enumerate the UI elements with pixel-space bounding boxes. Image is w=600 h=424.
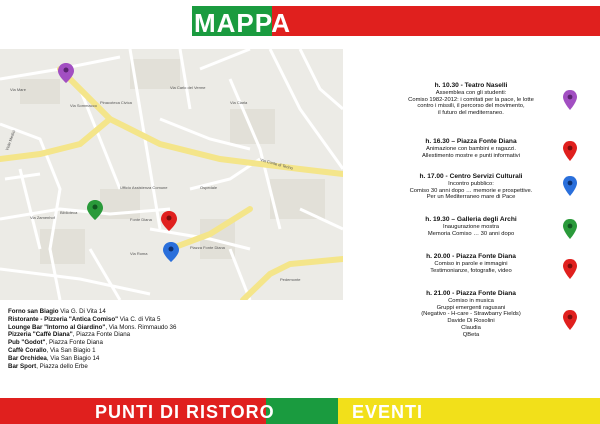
event-heading: h. 20.00 - Piazza Fonte Diana	[426, 253, 516, 260]
list-item: Pizzeria "Caffè Diana", Piazza Fonte Diana	[8, 331, 131, 339]
event-line: (Negativo - H-care - Strawbarry Fields)	[421, 311, 521, 318]
street-label: Via Mare	[10, 87, 26, 92]
list-item: Bar Sport, Piazza dello Erbe	[8, 362, 88, 370]
event-line: il futuro del mediterraneo.	[438, 110, 504, 117]
street-label: Via Zamenhof	[30, 215, 55, 220]
event-line: Animazione con bambini e ragazzi.	[426, 146, 516, 152]
event-item	[396, 216, 546, 237]
street-label: Viale Medici	[4, 129, 17, 152]
event-pin-red-icon	[563, 310, 577, 330]
list-item: Caffè Corallo, Via San Biagio 1	[8, 346, 96, 354]
event-line: Davide Di Rosolini	[447, 318, 495, 325]
event-line: Gruppi emergenti ragusani	[436, 304, 506, 311]
event-item	[396, 138, 546, 159]
event-item	[396, 290, 546, 338]
footer-green-band	[266, 398, 338, 424]
place-label: Biblioteca	[60, 210, 78, 215]
list-item: Bar Orchidea, Via San Biagio 14	[8, 354, 100, 362]
event-pin-red-icon	[563, 259, 577, 279]
event-line: Per un Mediterraneo mare di Pace	[426, 194, 516, 201]
event-line: Memoria Comiso … 30 anni dopo	[427, 230, 515, 237]
event-line: Comiso 30 anni dopo … memorie e prospettive.	[409, 187, 533, 194]
street-label: Via Conte di Terino	[259, 157, 294, 171]
list-item: Ristorante - Pizzeria "Antica Comiso" Via C. di Vita 5	[8, 315, 161, 323]
event-line: Claudia	[461, 324, 481, 331]
list-item: Lounge Bar "Intorno al Giardino", Via Mons. Rimmaudo 36	[8, 323, 177, 331]
event-pin-red-icon	[563, 141, 577, 161]
street-label: Pedemonte	[280, 277, 301, 282]
event-line: Assemblea con gli studenti:	[435, 90, 507, 96]
street-label: Via Sommacco	[70, 103, 97, 108]
place-label: Ospedale	[200, 185, 218, 190]
event-heading: h. 19.30 – Galleria degli Archi	[425, 216, 517, 223]
event-line: QBeta	[462, 331, 480, 338]
event-line: Inaugurazione mostra	[442, 224, 500, 230]
event-pin-blue-icon	[563, 176, 577, 196]
event-line: Testimonianze, fotografie, video	[430, 267, 512, 274]
street-label: Via Carlo del Verme	[170, 85, 206, 90]
event-item	[396, 173, 546, 201]
event-heading: h. 10.30 - Teatro Naselli	[434, 82, 508, 89]
place-label: Fonte Diana	[130, 217, 152, 222]
event-line: Incontro pubblico:	[448, 181, 494, 187]
event-line: contro i missili, il percorso del movimento,	[417, 103, 525, 110]
event-heading: h. 16.30 – Piazza Fonte Diana	[425, 138, 517, 145]
header-red-band	[272, 6, 600, 36]
city-map[interactable]	[0, 49, 343, 300]
event-line: Comiso 1982-2012: i comitati per la pace, le lotte	[408, 96, 534, 103]
page-title: MAPPA	[194, 8, 291, 38]
event-heading: h. 17.00 - Centro Servizi Culturali	[419, 173, 523, 180]
street-label: Via Roma	[130, 251, 148, 256]
street-label: Via Ciarla	[230, 100, 248, 105]
list-item: Pub "Godot", Piazza Fonte Diana	[8, 339, 103, 347]
restaurant-list	[8, 308, 338, 370]
place-label: Ufficio Assistenza Comune	[120, 185, 168, 190]
events-title: EVENTI	[352, 402, 424, 422]
event-line: Comiso in musica	[448, 298, 494, 304]
event-item	[396, 253, 546, 274]
event-pin-green-icon	[563, 219, 577, 239]
event-heading: h. 21.00 - Piazza Fonte Diana	[426, 290, 516, 297]
event-line: Comiso in parole e immagini	[434, 261, 508, 267]
event-item	[396, 82, 546, 117]
restaurants-title: PUNTI DI RISTORO	[95, 402, 275, 422]
event-pin-purple-icon	[563, 90, 577, 110]
list-item: Forno san Biagio Via G. Di Vita 14	[8, 308, 106, 315]
event-line: Allestimento mostre e punti informativi	[422, 152, 520, 159]
street-label: Piazza Fonte Diana	[190, 245, 225, 250]
place-label: Pinacoteca Civica	[100, 100, 132, 105]
